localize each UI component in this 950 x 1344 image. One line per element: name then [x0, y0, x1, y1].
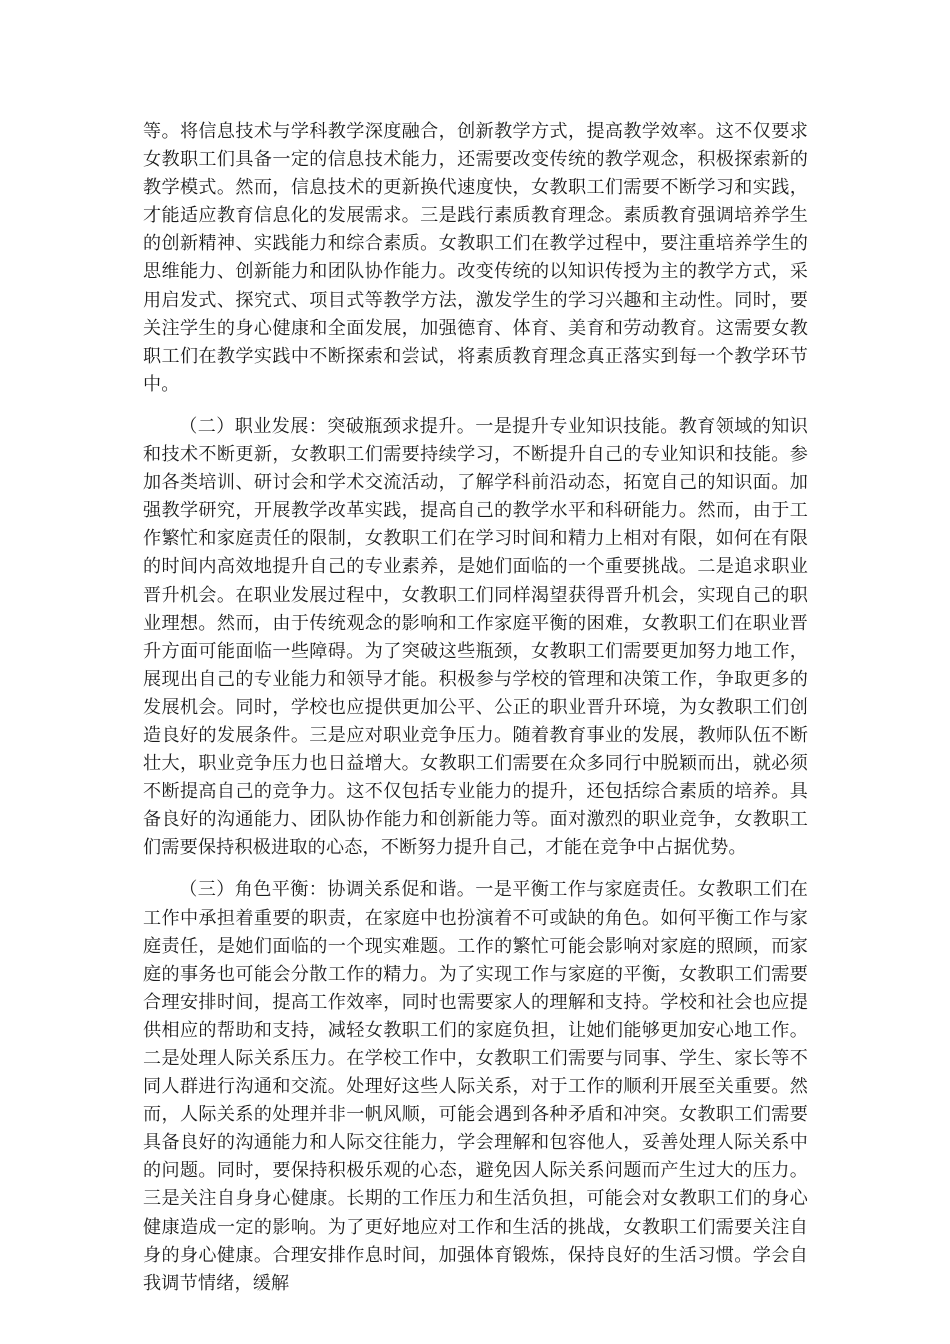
document-page	[143, 118, 808, 1312]
paragraph-2: （二）职业发展：突破瓶颈求提升。一是提升专业知识技能。教育领域的知识和技术不断更新，女教职工们需要持续学习，不断提升自己的专业知识和技能。参加各类培训、研讨会和学术交流活动，了解学科前沿动态，拓宽自己的知识面。加强教学研究，开展教学改革实践，提高自己的教学水平和科研能力。然而，由于工作繁忙和家庭责任的限制，女教职工们在学习时间和精力上相对有限，如何在有限的时间内高效地提升自己的专业素养，是她们面临的一个重要挑战。二是追求职业晋升机会。在职业发展过程中，女教职工们同样渴望获得晋升机会，实现自己的职业理想。然而，由于传统观念的影响和工作家庭平衡的困难，女教职工们在职业晋升方面可能面临一些障碍。为了突破这些瓶颈，女教职工们需要更加努力地工作，展现出自己的专业能力和领导才能。积极参与学校的管理和决策工作，争取更多的发展机会。同时，学校也应提供更加公平、公正的职业晋升环境，为女教职工们创造良好的发展条件。三是应对职业竞争压力。随着教育事业的发展，教师队伍不断壮大，职业竞争压力也日益增大。女教职工们需要在众多同行中脱颖而出，就必须不断提高自己的竞争力。这不仅包括专业能力的提升，还包括综合素质的培养。具备良好的沟通能力、团队协作能力和创新能力等。面对激烈的职业竞争，女教职工们需要保持积极进取的心态，不断努力提升自己，才能在竞争中占据优势。	[143, 415, 808, 859]
paragraph-1: 等。将信息技术与学科教学深度融合，创新教学方式，提高教学效率。这不仅要求女教职工们具备一定的信息技术能力，还需要改变传统的教学观念，积极探索新的教学模式。然而，信息技术的更新换代速度快，女教职工们需要不断学习和实践，才能适应教育信息化的发展需求。三是践行素质教育理念。素质教育强调培养学生的创新精神、实践能力和综合素质。女教职工们在教学过程中，要注重培养学生的思维能力、创新能力和团队协作能力。改变传统的以知识传授为主的教学方式，采用启发式、探究式、项目式等教学方法，激发学生的学习兴趣和主动性。同时，要关注学生的身心健康和全面发展，加强德育、体育、美育和劳动教育。这需要女教职工们在教学实践中不断探索和尝试，将素质教育理念真正落实到每一个教学环节中。	[143, 121, 808, 395]
paragraph-3: （三）角色平衡：协调关系促和谐。一是平衡工作与家庭责任。女教职工们在工作中承担着重要的职责，在家庭中也扮演着不可或缺的角色。如何平衡工作与家庭责任，是她们面临的一个现实难题。工作的繁忙可能会影响对家庭的照顾，而家庭的事务也可能会分散工作的精力。为了实现工作与家庭的平衡，女教职工们需要合理安排时间，提高工作效率，同时也需要家人的理解和支持。学校和社会也应提供相应的帮助和支持，减轻女教职工们的家庭负担，让她们能够更加安心地工作。二是处理人际关系压力。在学校工作中，女教职工们需要与同事、学生、家长等不同人群进行沟通和交流。处理好这些人际关系，对于工作的顺利开展至关重要。然而，人际关系的处理并非一帆风顺，可能会遇到各种矛盾和冲突。女教职工们需要具备良好的沟通能力和人际交往能力，学会理解和包容他人，妥善处理人际关系中的问题。同时，要保持积极乐观的心态，避免因人际关系问题而产生过大的压力。三是关注自身身心健康。长期的工作压力和生活负担，可能会对女教职工们的身心健康造成一定的影响。为了更好地应对工作和生活的挑战，女教职工们需要关注自身的身心健康。合理安排作息时间，加强体育锻炼，保持良好的生活习惯。学会自我调节情绪，缓解	[143, 879, 808, 1294]
